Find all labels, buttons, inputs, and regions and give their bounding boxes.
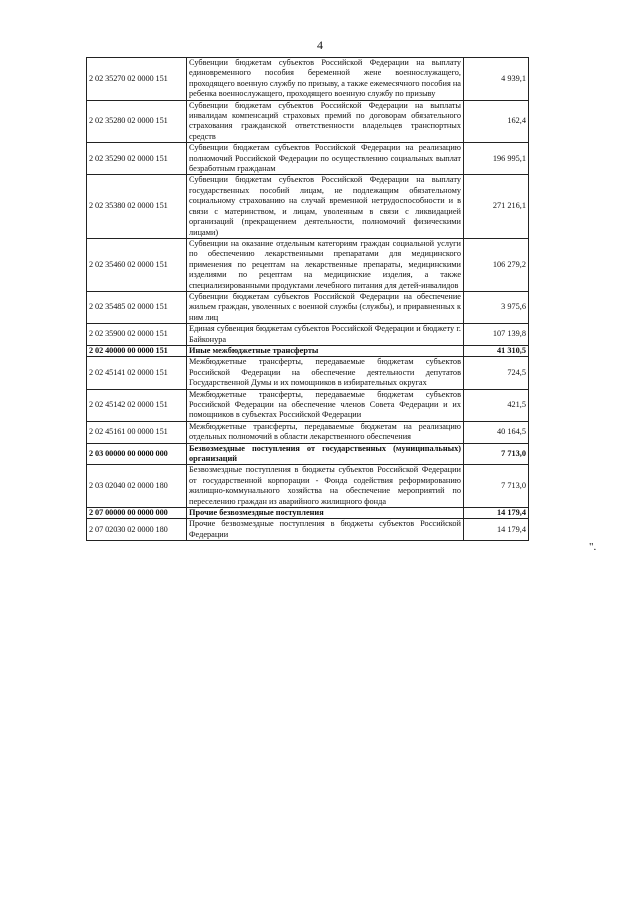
table-row: [87, 58, 529, 101]
description-cell: Межбюджетные трансферты, передаваемые бюджетам субъектов Российской Федерации на обеспечение членов Совета Федерации и их помощников в субъектах Российской Федерации: [187, 389, 464, 421]
table-row: [87, 443, 529, 465]
description-cell: Субвенции бюджетам субъектов Российской Федерации на реализацию полномочий Российской Федерации по осуществлению социальных выплат безработным гражданам: [187, 143, 464, 175]
table-row: [87, 175, 529, 238]
table-row: [87, 100, 529, 143]
budget-code-cell: 2 02 35290 02 0000 151: [87, 143, 187, 175]
amount-cell: 196 995,1: [464, 143, 529, 175]
budget-code-cell: 2 02 45161 00 0000 151: [87, 421, 187, 443]
amount-cell: 7 713,0: [464, 465, 529, 508]
description-cell: Единая субвенция бюджетам субъектов Российской Федерации и бюджету г. Байконура: [187, 324, 464, 346]
description-cell: Субвенции на оказание отдельным категориям граждан социальной услуги по обеспечению лекарственными препаратами для медицинского применения по рецептам на лекарственные препараты, медицинскими изделиями по рецептам на медицинские изделия, а также специализированными продуктами лечебного питания для детей-инвалидов: [187, 238, 464, 291]
description-cell: Межбюджетные трансферты, передаваемые бюджетам на реализацию отдельных полномочий в области лекарственного обеспечения: [187, 421, 464, 443]
amount-cell: 271 216,1: [464, 175, 529, 238]
budget-table: [86, 57, 529, 541]
amount-cell: 724,5: [464, 357, 529, 389]
amount-cell: 162,4: [464, 100, 529, 143]
budget-code-cell: 2 02 35900 02 0000 151: [87, 324, 187, 346]
amount-cell: 14 179,4: [464, 519, 529, 541]
table-row: [87, 143, 529, 175]
amount-cell: 3 975,6: [464, 291, 529, 323]
description-cell: Иные межбюджетные трансферты: [187, 345, 464, 356]
budget-table-body: [87, 58, 529, 541]
amount-cell: 41 310,5: [464, 345, 529, 356]
description-cell: Прочие безвозмездные поступления: [187, 508, 464, 519]
budget-code-cell: 2 07 00000 00 0000 000: [87, 508, 187, 519]
table-row: [87, 508, 529, 519]
page-number: 4: [317, 38, 323, 52]
table-row: [87, 357, 529, 389]
description-cell: Субвенции бюджетам субъектов Российской Федерации на обеспечение жильем граждан, уволенных с военной службы (службы), и приравненных к ним лиц: [187, 291, 464, 323]
budget-code-cell: 2 02 35270 02 0000 151: [87, 58, 187, 101]
table-row: [87, 421, 529, 443]
table-row: [87, 345, 529, 356]
budget-code-cell: 2 02 45141 02 0000 151: [87, 357, 187, 389]
budget-code-cell: 2 02 35485 02 0000 151: [87, 291, 187, 323]
budget-code-cell: 2 02 45142 02 0000 151: [87, 389, 187, 421]
description-cell: Субвенции бюджетам субъектов Российской Федерации на выплаты инвалидам компенсаций страховых премий по договорам обязательного страхования гражданской ответственности владельцев транспортных средств: [187, 100, 464, 143]
description-cell: Прочие безвозмездные поступления в бюджеты субъектов Российской Федерации: [187, 519, 464, 541]
budget-code-cell: 2 02 40000 00 0000 151: [87, 345, 187, 356]
table-row: [87, 465, 529, 508]
table-row: [87, 324, 529, 346]
amount-cell: 106 279,2: [464, 238, 529, 291]
budget-code-cell: 2 03 00000 00 0000 000: [87, 443, 187, 465]
amount-cell: 421,5: [464, 389, 529, 421]
budget-code-cell: 2 02 35280 02 0000 151: [87, 100, 187, 143]
budget-code-cell: 2 02 35380 02 0000 151: [87, 175, 187, 238]
table-row: [87, 389, 529, 421]
description-cell: Безвозмездные поступления в бюджеты субъектов Российской Федерации от государственной корпорации - Фонда содействия реформированию жилищно-коммунального хозяйства на обеспечение мероприятий по переселению граждан из аварийного жилищного фонда: [187, 465, 464, 508]
amount-cell: 7 713,0: [464, 443, 529, 465]
amount-cell: 107 139,8: [464, 324, 529, 346]
table-row: [87, 519, 529, 541]
description-cell: Субвенции бюджетам субъектов Российской Федерации на выплату государственных пособий лицам, не подлежащим обязательному социальному страхованию на случай временной нетрудоспособности и в связи с материнством, и лицам, уволенным в связи с ликвидацией организаций (прекращением деятельности, полномочий физическими лицами): [187, 175, 464, 238]
budget-code-cell: 2 02 35460 02 0000 151: [87, 238, 187, 291]
budget-code-cell: 2 03 02040 02 0000 180: [87, 465, 187, 508]
description-cell: Межбюджетные трансферты, передаваемые бюджетам субъектов Российской Федерации на обеспечение деятельности депутатов Государственной Думы и их помощников в избирательных округах: [187, 357, 464, 389]
budget-code-cell: 2 07 02030 02 0000 180: [87, 519, 187, 541]
description-cell: Безвозмездные поступления от государственных (муниципальных) организаций: [187, 443, 464, 465]
closing-quote-mark: ".: [589, 541, 597, 553]
amount-cell: 14 179,4: [464, 508, 529, 519]
table-row: [87, 291, 529, 323]
table-row: [87, 238, 529, 291]
amount-cell: 4 939,1: [464, 58, 529, 101]
amount-cell: 40 164,5: [464, 421, 529, 443]
description-cell: Субвенции бюджетам субъектов Российской Федерации на выплату единовременного пособия беременной жене военнослужащего, проходящего военную службу по призыву, а также ежемесячного пособия на ребенка военнослужащего, проходящего военную службу по призыву: [187, 58, 464, 101]
